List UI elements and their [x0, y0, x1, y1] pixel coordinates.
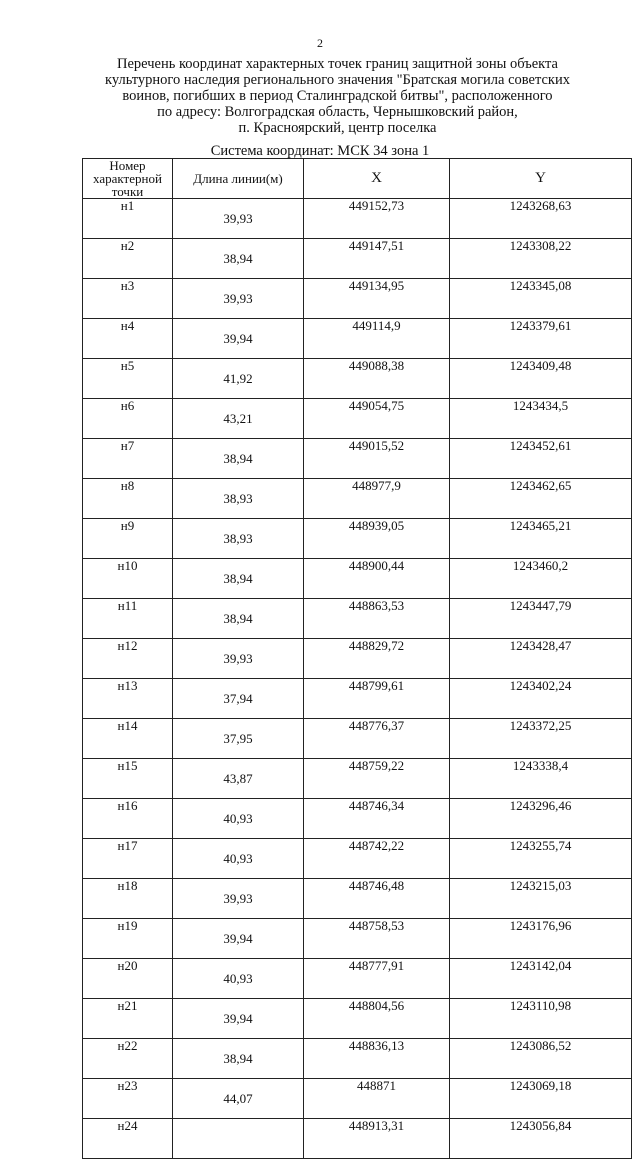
table-row: [83, 639, 632, 679]
table-row: [83, 719, 632, 759]
x-coordinate-cell: 449147,51: [304, 239, 450, 279]
point-cell: н19: [83, 919, 173, 959]
y-coordinate-cell: 1243255,74: [450, 839, 632, 879]
x-coordinate-cell: 448863,53: [304, 599, 450, 639]
line-length-cell: 39,93: [173, 879, 304, 919]
table-row: [83, 279, 632, 319]
table-row: [83, 1079, 632, 1119]
table-row: [83, 919, 632, 959]
line-length-cell: 37,94: [173, 679, 304, 719]
table-row: [83, 1119, 632, 1159]
coordinate-system-label: Система координат: МСК 34 зона 1: [210, 143, 430, 159]
table-row: [83, 559, 632, 599]
x-coordinate-cell: 449114,9: [304, 319, 450, 359]
table-row: [83, 1039, 632, 1079]
x-coordinate-cell: 448913,31: [304, 1119, 450, 1159]
document-heading: [60, 56, 615, 136]
line-length-cell: 41,92: [173, 359, 304, 399]
point-cell: н3: [83, 279, 173, 319]
x-coordinate-cell: 448758,53: [304, 919, 450, 959]
point-cell: н23: [83, 1079, 173, 1119]
line-length-cell: 38,93: [173, 519, 304, 559]
y-coordinate-cell: 1243176,96: [450, 919, 632, 959]
y-coordinate-cell: 1243460,2: [450, 559, 632, 599]
heading-line: культурного наследия регионального значения "Братская могила советских: [105, 72, 570, 88]
line-length-cell: 37,95: [173, 719, 304, 759]
x-coordinate-cell: 449015,52: [304, 439, 450, 479]
y-coordinate-cell: 1243345,08: [450, 279, 632, 319]
point-cell: н10: [83, 559, 173, 599]
table-row: [83, 399, 632, 439]
point-cell: н9: [83, 519, 173, 559]
point-cell: н1: [83, 199, 173, 239]
point-cell: н17: [83, 839, 173, 879]
point-cell: н21: [83, 999, 173, 1039]
point-cell: н2: [83, 239, 173, 279]
line-length-cell: 38,94: [173, 439, 304, 479]
x-coordinate-cell: 448871: [304, 1079, 450, 1119]
line-length-cell: 39,94: [173, 319, 304, 359]
y-coordinate-cell: 1243308,22: [450, 239, 632, 279]
y-coordinate-cell: 1243409,48: [450, 359, 632, 399]
x-coordinate-cell: 449134,95: [304, 279, 450, 319]
line-length-cell: 39,94: [173, 999, 304, 1039]
line-length-cell: 38,93: [173, 479, 304, 519]
point-cell: н15: [83, 759, 173, 799]
x-coordinate-cell: 448939,05: [304, 519, 450, 559]
header-point-number: Номер характерной точки: [83, 159, 173, 199]
point-cell: н5: [83, 359, 173, 399]
x-coordinate-cell: 448746,34: [304, 799, 450, 839]
point-cell: н12: [83, 639, 173, 679]
y-coordinate-cell: 1243452,61: [450, 439, 632, 479]
x-coordinate-cell: 448776,37: [304, 719, 450, 759]
x-coordinate-cell: 449088,38: [304, 359, 450, 399]
point-cell: н22: [83, 1039, 173, 1079]
table-row: [83, 479, 632, 519]
x-coordinate-cell: 448829,72: [304, 639, 450, 679]
heading-line: воинов, погибших в период Сталинградской битвы", расположенного: [122, 88, 553, 104]
point-cell: н24: [83, 1119, 173, 1159]
line-length-cell: 40,93: [173, 959, 304, 999]
point-cell: н16: [83, 799, 173, 839]
y-coordinate-cell: 1243465,21: [450, 519, 632, 559]
line-length-cell: 40,93: [173, 799, 304, 839]
table-row: [83, 959, 632, 999]
table-header-row: [83, 159, 632, 199]
x-coordinate-cell: 449152,73: [304, 199, 450, 239]
header-line-length: Длина линии(м): [173, 159, 304, 199]
heading-line: Перечень координат характерных точек границ защитной зоны объекта: [117, 56, 558, 72]
y-coordinate-cell: 1243402,24: [450, 679, 632, 719]
y-coordinate-cell: 1243110,98: [450, 999, 632, 1039]
y-coordinate-cell: 1243215,03: [450, 879, 632, 919]
x-coordinate-cell: 448900,44: [304, 559, 450, 599]
y-coordinate-cell: 1243338,4: [450, 759, 632, 799]
x-coordinate-cell: 448799,61: [304, 679, 450, 719]
y-coordinate-cell: 1243056,84: [450, 1119, 632, 1159]
y-coordinate-cell: 1243296,46: [450, 799, 632, 839]
heading-line: по адресу: Волгоградская область, Чернышковский район,: [157, 104, 518, 120]
line-length-cell: 39,93: [173, 279, 304, 319]
y-coordinate-cell: 1243142,04: [450, 959, 632, 999]
x-coordinate-cell: 449054,75: [304, 399, 450, 439]
line-length-cell: 40,93: [173, 839, 304, 879]
x-coordinate-cell: 448742,22: [304, 839, 450, 879]
x-coordinate-cell: 448804,56: [304, 999, 450, 1039]
line-length-cell: 38,94: [173, 1039, 304, 1079]
x-coordinate-cell: 448977,9: [304, 479, 450, 519]
point-cell: н18: [83, 879, 173, 919]
y-coordinate-cell: 1243428,47: [450, 639, 632, 679]
point-cell: н11: [83, 599, 173, 639]
y-coordinate-cell: 1243372,25: [450, 719, 632, 759]
line-length-cell: 38,94: [173, 599, 304, 639]
header-y: Y: [450, 159, 632, 199]
point-cell: н8: [83, 479, 173, 519]
point-cell: н6: [83, 399, 173, 439]
line-length-cell: 39,93: [173, 639, 304, 679]
coordinates-table: [82, 158, 632, 1159]
y-coordinate-cell: 1243069,18: [450, 1079, 632, 1119]
y-coordinate-cell: 1243086,52: [450, 1039, 632, 1079]
y-coordinate-cell: 1243434,5: [450, 399, 632, 439]
x-coordinate-cell: 448777,91: [304, 959, 450, 999]
y-coordinate-cell: 1243379,61: [450, 319, 632, 359]
line-length-cell: [173, 1119, 304, 1159]
line-length-cell: 38,94: [173, 559, 304, 599]
y-coordinate-cell: 1243462,65: [450, 479, 632, 519]
x-coordinate-cell: 448746,48: [304, 879, 450, 919]
point-cell: н13: [83, 679, 173, 719]
line-length-cell: 38,94: [173, 239, 304, 279]
point-cell: н14: [83, 719, 173, 759]
table-row: [83, 679, 632, 719]
table-row: [83, 359, 632, 399]
table-row: [83, 839, 632, 879]
line-length-cell: 44,07: [173, 1079, 304, 1119]
table-row: [83, 999, 632, 1039]
y-coordinate-cell: 1243268,63: [450, 199, 632, 239]
line-length-cell: 43,21: [173, 399, 304, 439]
line-length-cell: 39,94: [173, 919, 304, 959]
x-coordinate-cell: 448836,13: [304, 1039, 450, 1079]
page-number: 2: [317, 36, 323, 50]
line-length-cell: 43,87: [173, 759, 304, 799]
table-row: [83, 759, 632, 799]
table-row: [83, 319, 632, 359]
table-row: [83, 799, 632, 839]
heading-line: п. Красноярский, центр поселка: [238, 120, 437, 136]
point-cell: н4: [83, 319, 173, 359]
table-row: [83, 879, 632, 919]
table-row: [83, 239, 632, 279]
point-cell: н20: [83, 959, 173, 999]
x-coordinate-cell: 448759,22: [304, 759, 450, 799]
table-row: [83, 439, 632, 479]
table-row: [83, 199, 632, 239]
line-length-cell: 39,93: [173, 199, 304, 239]
table-row: [83, 519, 632, 559]
header-x: X: [304, 159, 450, 199]
point-cell: н7: [83, 439, 173, 479]
y-coordinate-cell: 1243447,79: [450, 599, 632, 639]
table-row: [83, 599, 632, 639]
